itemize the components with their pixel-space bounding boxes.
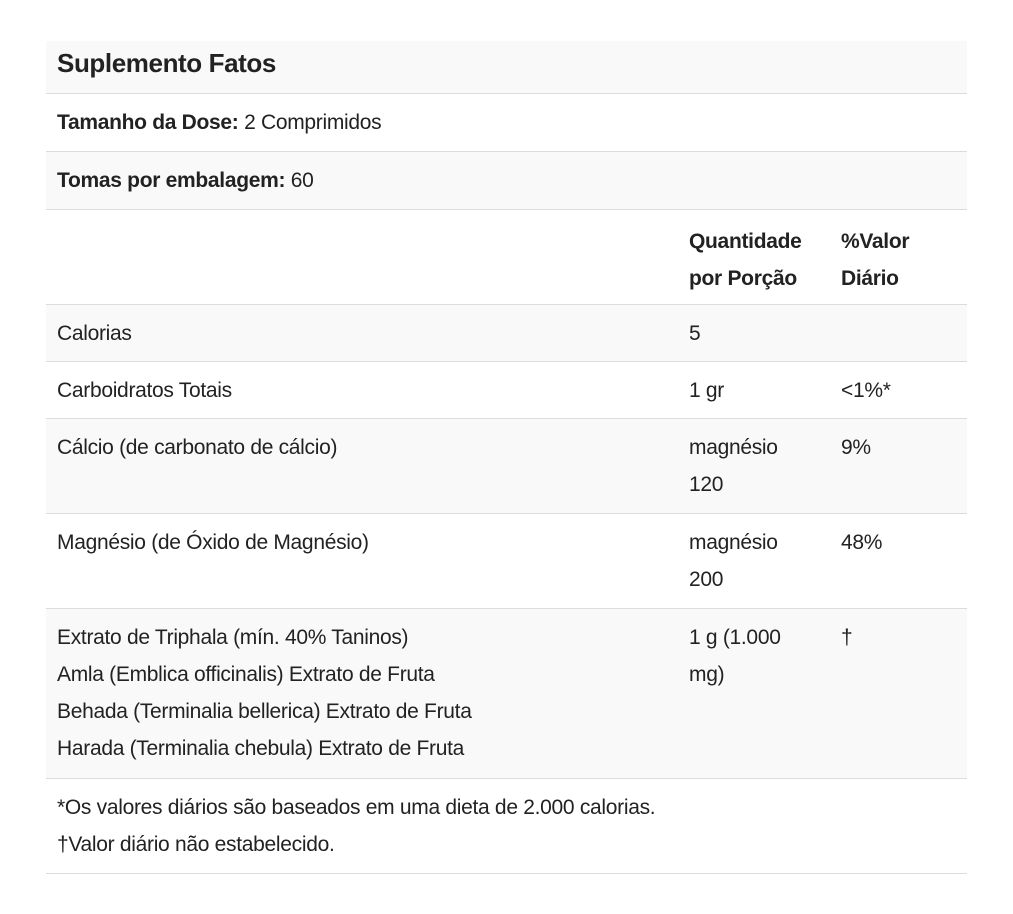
facts-title: Suplemento Fatos [57,48,276,78]
header-amount-line-2: por Porção [689,267,797,290]
nutrient-name [46,619,678,767]
nutrient-daily-value: 48% [841,531,883,554]
footnote-daily-values: *Os valores diários são baseados em uma dieta de 2.000 calorias. [57,796,656,819]
nutrient-name [46,429,678,466]
nutrient-amount-line: 5 [689,322,701,345]
nutrient-name-line: Carboidratos Totais [57,379,232,402]
header-daily-value [830,223,967,297]
supplement-facts-table [46,41,967,874]
nutrient-amount [678,429,830,503]
nutrient-name [46,524,678,561]
nutrient-name-line: Amla (Emblica officinalis) Extrato de Fruta [57,663,435,686]
nutrient-name-line: Extrato de Triphala (mín. 40% Taninos) [57,626,409,649]
footnotes-row [46,779,967,874]
title-row [46,41,967,94]
header-dv-line-1: %Valor [841,230,910,253]
nutrient-name-line: Magnésio (de Óxido de Magnésio) [57,531,369,554]
nutrient-row-magnesio [46,514,967,609]
header-amount-line-1: Quantidade [689,230,802,253]
nutrient-name [46,315,678,352]
nutrient-row-calcio [46,419,967,514]
nutrient-row-triphala [46,609,967,779]
servings-per-container-row [46,152,967,210]
nutrient-name-line: Behada (Terminalia bellerica) Extrato de Fruta [57,700,472,723]
header-dv-line-2: Diário [841,267,899,290]
nutrient-amount-line: 120 [689,473,724,496]
header-amount [678,223,830,297]
column-header-row [46,210,967,305]
nutrient-name-line: Cálcio (de carbonato de cálcio) [57,436,338,459]
servings-per-container-value: 60 [290,169,314,192]
nutrient-amount-line: 200 [689,568,724,591]
nutrient-name [46,372,678,409]
footnotes [57,789,655,863]
nutrient-amount [678,372,830,409]
nutrient-daily-value: † [841,626,853,649]
nutrient-amount-line: magnésio [689,531,778,554]
nutrient-row-carboidratos [46,362,967,419]
footnote-not-established: †Valor diário não estabelecido. [57,833,335,856]
nutrient-name-line: Calorias [57,322,132,345]
servings-per-container-label: Tomas por embalagem: [57,169,286,192]
nutrient-amount [678,524,830,598]
nutrient-daily-value: <1%* [841,379,891,402]
nutrient-amount [678,619,830,693]
nutrient-daily-value: 9% [841,436,871,459]
serving-size-row [46,94,967,152]
nutrient-amount-line: mg) [689,663,725,686]
nutrient-row-calorias [46,305,967,362]
nutrient-name-line: Harada (Terminalia chebula) Extrato de Fruta [57,737,464,760]
serving-size-label: Tamanho da Dose: [57,111,239,134]
nutrient-amount-line: magnésio [689,436,778,459]
nutrient-amount [678,315,830,352]
serving-size-value: 2 Comprimidos [244,111,382,134]
nutrient-amount-line: 1 gr [689,379,724,402]
nutrient-amount-line: 1 g (1.000 [689,626,781,649]
